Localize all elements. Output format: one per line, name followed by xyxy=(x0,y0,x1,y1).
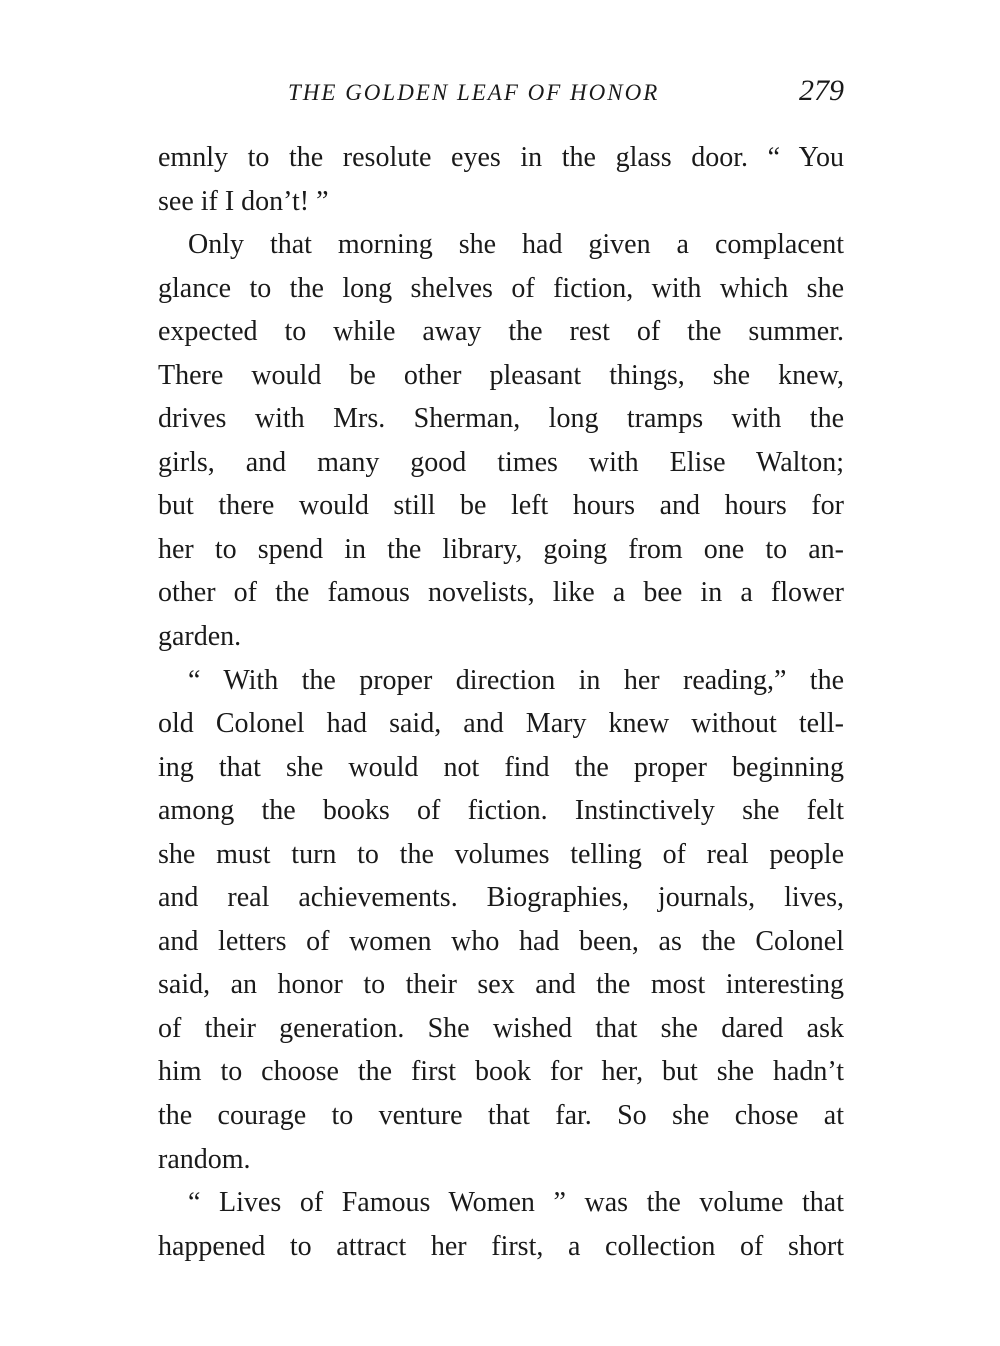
text-line: glance to the long shelves of fiction, with which she xyxy=(158,272,844,304)
page-number: 279 xyxy=(799,74,844,107)
text-line: There would be other pleasant things, she knew, xyxy=(158,359,844,391)
text-line: ing that she would not find the proper beginning xyxy=(158,751,844,783)
text-line: said, an honor to their sex and the most interesting xyxy=(158,969,844,1001)
running-head xyxy=(158,74,844,114)
text-line: she must turn to the volumes telling of real people xyxy=(158,838,844,870)
text-line: drives with Mrs. Sherman, long tramps with the xyxy=(158,403,844,435)
text-line: old Colonel had said, and Mary knew without tell- xyxy=(158,708,844,740)
text-line: her to spend in the library, going from one to an- xyxy=(158,533,844,565)
text-line: of their generation. She wished that she dared ask xyxy=(158,1012,844,1044)
text-line: “ With the proper direction in her reading,” the xyxy=(188,664,844,696)
running-title: THE GOLDEN LEAF OF HONOR xyxy=(288,80,660,105)
text-line: other of the famous novelists, like a bee in a flower xyxy=(158,577,844,609)
text-line: “ Lives of Famous Women ” was the volume that xyxy=(188,1187,844,1219)
body-text xyxy=(158,136,844,1268)
text-line: and real achievements. Biographies, journals, lives, xyxy=(158,882,844,914)
text-line: among the books of fiction. Instinctively she felt xyxy=(158,795,844,827)
text-line: girls, and many good times with Elise Walton; xyxy=(158,446,844,478)
text-line: but there would still be left hours and hours for xyxy=(158,490,844,522)
text-line: garden. xyxy=(158,621,242,653)
text-line: see if I don’t! ” xyxy=(158,185,329,217)
text-line: expected to while away the rest of the summer. xyxy=(158,316,844,348)
text-line: him to choose the first book for her, but she hadn’t xyxy=(158,1056,844,1088)
text-line: the courage to venture that far. So she chose at xyxy=(158,1100,844,1132)
text-line: emnly to the resolute eyes in the glass door. “ You xyxy=(158,142,844,173)
text-line: random. xyxy=(158,1143,251,1175)
text-line: Only that morning she had given a complacent xyxy=(188,229,844,261)
text-line: and letters of women who had been, as the Colonel xyxy=(158,925,844,957)
text-line: happened to attract her first, a collection of short xyxy=(158,1230,844,1262)
